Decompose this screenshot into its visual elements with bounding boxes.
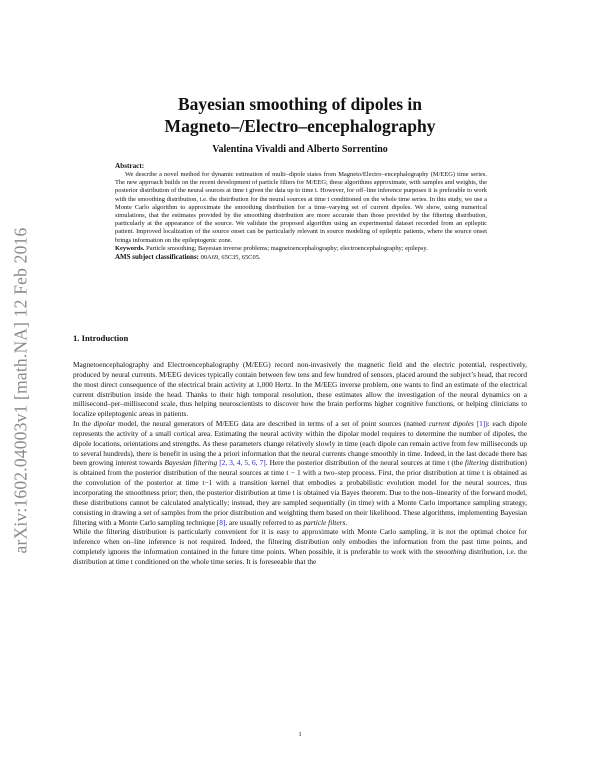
arxiv-identifier-stamp	[2, 180, 40, 600]
term-particle-filters: particle filters	[303, 517, 346, 527]
arxiv-identifier-text: arXiv:1602.04003v1 [math.NA] 12 Feb 2016	[10, 227, 31, 553]
citation-link-1[interactable]: [1]	[476, 419, 486, 429]
introduction-body	[73, 360, 527, 567]
term-filtering: filtering	[464, 458, 489, 468]
term-dipolar: dipolar	[93, 419, 116, 429]
ams-codes: 00A69, 65C35, 65C05.	[200, 254, 261, 262]
ams-classification-line	[115, 253, 487, 262]
keywords-text: Particle smoothing; Bayesian inverse problems; magnetoencephalography; electroencephalography; epilepsy.	[146, 244, 428, 252]
term-current-dipoles: current dipoles	[428, 419, 474, 429]
term-smoothing: smoothing	[435, 547, 467, 557]
keywords-line	[115, 245, 487, 253]
citation-links-2-7[interactable]: [2, 3, 4, 5, 6, 7]	[219, 458, 266, 468]
abstract-block	[115, 162, 487, 262]
paper-title	[73, 93, 527, 137]
section-heading-introduction: 1. Introduction	[73, 333, 129, 343]
ams-label: AMS subject classifications:	[115, 253, 199, 262]
abstract-text: We describe a novel method for dynamic estimation of multi–dipole states from Magneto/Electro–encephalography (M/EEG) time series. The new approach builds on the recent development of particle filters for M/EEG; these algorithms approximate, with samples and weights, the posterior distribution of the neural sources at time t given the data up to time t. However, for off–line inference purposes it is preferable to work with the smoothing distribution, i.e. the distribution for the neural sources at time t conditioned on the whole time series. In this study, we use a Monte Carlo algorithm to approximate the smoothing distribution for a time–varying set of current dipoles. We show, using numerical simulations, that the estimates provided by the smoothing distribution are more accurate than those provided by the filtering distribution, particularly at the appearance of the source. We validate the proposed algorithm using an experimental dataset recorded from an epileptic patient. Improved localization of the source onset can be particularly relevant in source modeling of epileptic patients, where the source onset brings information on the epileptogenic zone.	[115, 171, 487, 244]
paragraph-3: While the filtering distribution is particularly convenient for it is easy to approximate with Monte Carlo sampling, it is not the optimal choice for inference when on–line inference is not required. Indeed, the filtering distribution only embodies the information from the past time points, and completely ignores the information contained in the future time points. When possible, it is preferable to work with the smoothing distribution, i.e. the distribution at time t conditioned on the whole time series. It is foreseeable that the	[73, 527, 527, 566]
page-number: 1	[298, 731, 302, 738]
paper-title-line-1: Bayesian smoothing of dipoles in	[177, 94, 423, 114]
paper-authors: Valentina Vivaldi and Alberto Sorrentino	[212, 144, 388, 155]
paper-title-line-2: Magneto–/Electro–encephalography	[164, 116, 436, 136]
paragraph-2: In the dipolar model, the neural generators of M/EEG data are described in terms of a set of point sources (named current dipoles [1]): each dipole represents the activity of a small cortical area. Estimating the neural activity within the dipolar model requires to determine the number of dipoles, the dipole locations, orientations and strengths. As these parameters change relatively slowly in time (each dipole can remain active from few milliseconds up to several hundreds), there is benefit in using the a priori information that the neural currents change smoothly in time. Indeed, in the last decade there has been growing interest towards Bayesian filtering [2, 3, 4, 5, 6, 7]. Here the posterior distribution of the neural sources at time t (the filtering distribution) is obtained from the posterior distribution of the neural sources at time t − 1 with a two–step process. First, the prior distribution at time t is obtained as the convolution of the posterior at time t−1 with a transition kernel that embodies a probabilistic evolution model for the neural sources, thus incorporating the smoothness prior; then, the posterior distribution at time t is obtained via Bayes theorem. Due to the non–linearity of the forward model, these distributions cannot be calculated analytically; instead, they are sampled sequentially (in time) with a Monte Carlo importance sampling strategy, consisting in drawing a set of samples from the prior distribution and weighting them based on their likelihood. These algorithms, implementing Bayesian filtering with a Monte Carlo sampling technique [8], are usually referred to as particle filters.	[73, 419, 527, 527]
citation-link-8[interactable]: [8]	[216, 517, 226, 527]
keywords-label: Keywords.	[115, 244, 145, 252]
paragraph-1: Magnetoencephalography and Electroencephalography (M/EEG) record non-invasively the magnetic field and the electric potential, respectively, produced by neural currents. M/EEG devices typically contain between few tens and few hundred of sensors, placed around the subject’s head, that record the most direct consequence of the electrical brain activity at 1,000 Hertz. In the M/EEG inverse problem, one wants to find an estimate of the electrical current distribution inside the head. Thanks to their high temporal resolution, these estimates allow the investigation of the neural dynamics on a millisecond–per–millisecond scale, thus helping neuroscientists to discover how the brain performs higher cognitive functions, or helping clinicians to localize epileptogenic areas in patients.	[73, 360, 527, 419]
term-bayesian-filtering: Bayesian filtering	[164, 458, 218, 468]
abstract-label: Abstract:	[115, 162, 145, 170]
